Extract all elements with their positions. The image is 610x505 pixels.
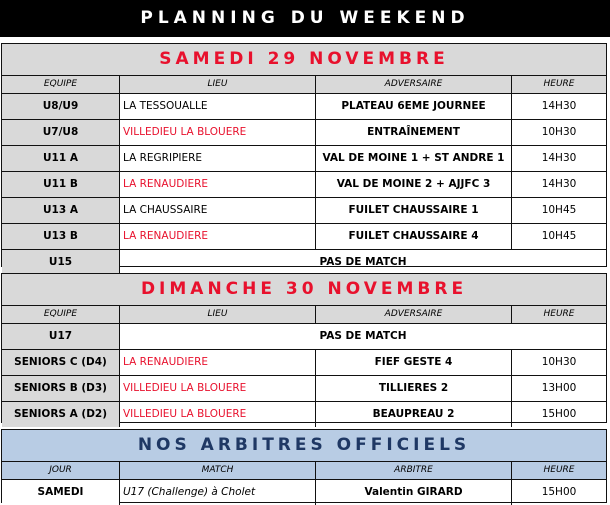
match-cell: U17 (Challenge) à Cholet [120,480,316,505]
team-cell: U13 B [2,224,120,249]
place-cell: VILLEDIEU LA BLOUERE [120,120,316,145]
place-cell: VILLEDIEU LA BLOUERE [120,402,316,427]
place-cell: LA TESSOUALLE [120,94,316,119]
col-equipe: EQUIPE [2,76,120,93]
col-heure: HEURE [543,309,575,319]
team-cell: U8/U9 [2,94,120,119]
day-cell: SAMEDI [2,480,120,505]
table-row [2,146,606,172]
col-arbitre: ARBITRE [316,462,512,479]
team-cell: U13 A [2,198,120,223]
table-row [2,94,606,120]
table-row [2,480,606,505]
page-title: PLANNING DU WEEKEND [0,0,610,37]
place-cell: LA RENAUDIERE [120,350,316,375]
sunday-title: DIMANCHE 30 NOVEMBRE [2,274,606,306]
team-cell: SENIORS C (D4) [2,350,120,375]
time-cell: 10H30 [541,126,577,138]
opponent-cell: VAL DE MOINE 2 + AJJFC 3 [316,172,512,197]
sunday-section [1,273,607,423]
table-row [2,198,606,224]
time-cell: 10H30 [541,356,577,368]
time-cell: 14H30 [541,152,577,164]
col-adversaire: ADVERSAIRE [316,76,512,93]
table-row [2,350,606,376]
opponent-cell: PLATEAU 6EME JOURNEE [316,94,512,119]
place-cell: LA CHAUSSAIRE [120,198,316,223]
team-cell: U15 [2,250,120,275]
no-match-cell: PAS DE MATCH [319,330,407,342]
referees-title: NOS ARBITRES OFFICIELS [2,430,606,462]
team-cell: SENIORS B (D3) [2,376,120,401]
table-row-no-match [2,250,606,275]
saturday-column-header [2,76,606,94]
table-row [2,224,606,250]
no-match-cell: PAS DE MATCH [319,256,407,268]
referees-column-header [2,462,606,480]
table-row [2,402,606,427]
opponent-cell: FIEF GESTE 4 [316,350,512,375]
col-equipe: EQUIPE [2,306,120,323]
time-cell: 13H00 [541,382,577,394]
time-cell: 15H00 [541,486,577,498]
col-match: MATCH [120,462,316,479]
place-cell: LA RENAUDIERE [120,172,316,197]
saturday-title: SAMEDI 29 NOVEMBRE [2,44,606,76]
opponent-cell: ENTRAÎNEMENT [316,120,512,145]
time-cell: 14H30 [541,178,577,190]
col-adversaire: ADVERSAIRE [316,306,512,323]
opponent-cell: VAL DE MOINE 1 + ST ANDRE 1 [316,146,512,171]
time-cell: 10H45 [541,230,577,242]
table-row [2,172,606,198]
table-row [2,376,606,402]
referees-section [1,429,607,503]
time-cell: 14H30 [541,100,577,112]
col-lieu: LIEU [120,76,316,93]
team-cell: U17 [2,324,120,349]
opponent-cell: FUILET CHAUSSAIRE 4 [316,224,512,249]
sunday-column-header [2,306,606,324]
time-cell: 10H45 [541,204,577,216]
time-cell: 15H00 [541,408,577,420]
place-cell: LA REGRIPIERE [120,146,316,171]
opponent-cell: FUILET CHAUSSAIRE 1 [316,198,512,223]
col-heure: HEURE [543,465,575,475]
col-lieu: LIEU [120,306,316,323]
place-cell: LA RENAUDIERE [120,224,316,249]
team-cell: U11 B [2,172,120,197]
team-cell: U11 A [2,146,120,171]
opponent-cell: BEAUPREAU 2 [316,402,512,427]
referee-cell: Valentin GIRARD [316,480,512,505]
saturday-section [1,43,607,267]
team-cell: SENIORS A (D2) [2,402,120,427]
table-row [2,120,606,146]
table-row-no-match [2,324,606,350]
col-jour: JOUR [2,462,120,479]
team-cell: U7/U8 [2,120,120,145]
col-heure: HEURE [543,79,575,89]
opponent-cell: TILLIERES 2 [316,376,512,401]
place-cell: VILLEDIEU LA BLOUERE [120,376,316,401]
